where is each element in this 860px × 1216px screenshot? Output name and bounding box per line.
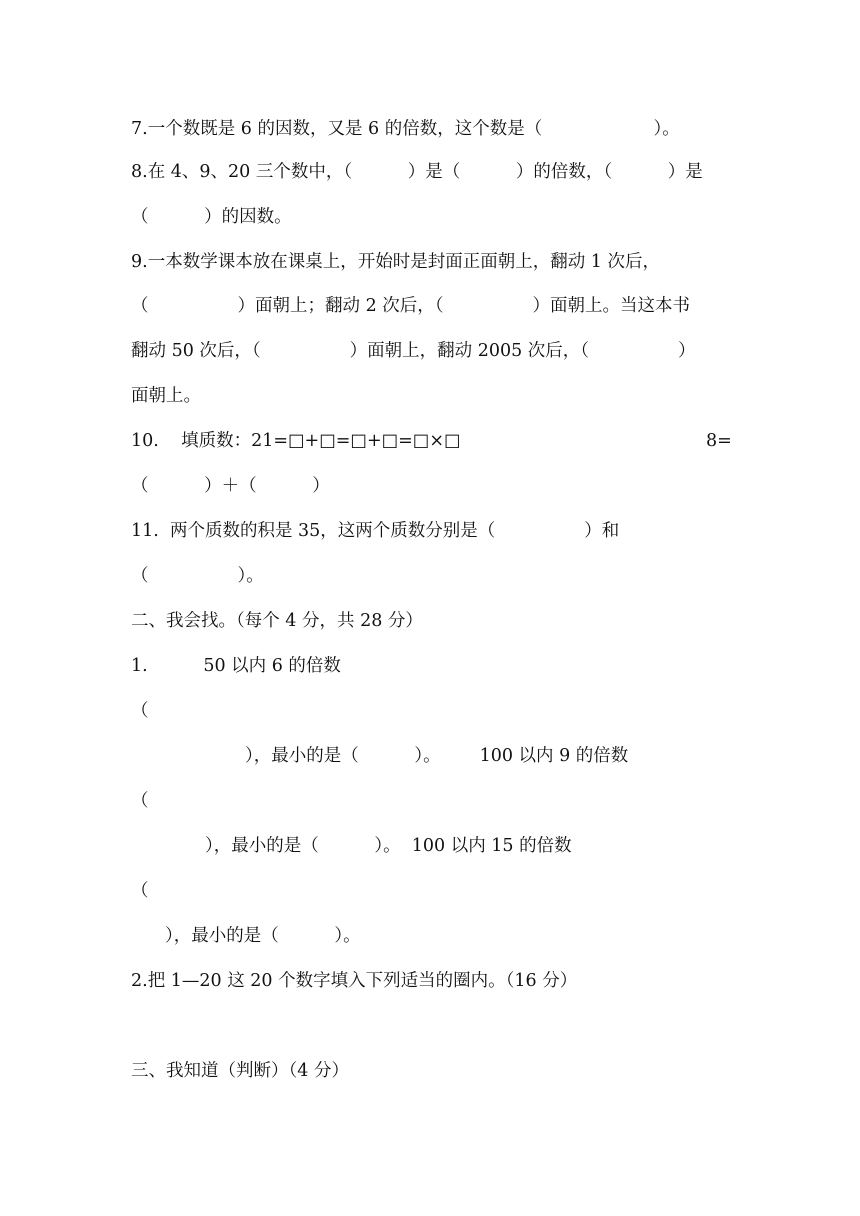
section-2-q1-line-3: ），最小的是（ ）。 100 以内 9 的倍数 <box>245 746 629 766</box>
question-11-line-1: 11. 两个质数的积是 35，这两个质数分别是（ ）和 <box>131 521 620 541</box>
section-2-q2: 2.把 1—20 这 20 个数字填入下列适当的圈内。（16 分） <box>131 971 578 991</box>
question-11-line-2: （ ）。 <box>131 566 264 586</box>
section-2-q1-line-4: （ <box>131 791 149 811</box>
section-2-q1-line-2: （ <box>131 701 149 721</box>
question-9-line-3: 翻动 50 次后，（ ）面朝上，翻动 2005 次后，（ ） <box>131 341 696 361</box>
question-10-right-text: 8= <box>706 431 732 451</box>
section-2-q1-line-5: ），最小的是（ ）。 100 以内 15 的倍数 <box>205 836 572 856</box>
question-10-line-1: 10. 填质数：21=□+□=□+□=□×□ <box>131 431 461 451</box>
section-2-q1-line-1: 1. 50 以内 6 的倍数 <box>131 656 341 676</box>
section-3-heading: 三、我知道（判断）（4 分） <box>131 1061 349 1081</box>
section-2-heading: 二、我会找。（每个 4 分，共 28 分） <box>131 611 423 631</box>
section-2-q1-line-6: （ <box>131 881 149 901</box>
section-2-q1-line-7: ），最小的是（ ）。 <box>165 926 361 946</box>
question-7: 7.一个数既是 6 的因数，又是 6 的倍数，这个数是（ ）。 <box>131 119 680 139</box>
question-9-line-2: （ ）面朝上；翻动 2 次后，（ ）面朝上。当这本书 <box>131 296 691 316</box>
question-8-line-2: （ ）的因数。 <box>131 207 292 227</box>
question-8-line-1: 8.在 4、9、20 三个数中，（ ）是（ ）的倍数，（ ）是 <box>131 162 703 182</box>
question-9-line-4: 面朝上。 <box>131 386 201 406</box>
question-10-line-2: （ ）＋（ ） <box>131 476 330 496</box>
question-9-line-1: 9.一本数学课本放在课桌上，开始时是封面正面朝上，翻动 1 次后， <box>131 252 660 272</box>
